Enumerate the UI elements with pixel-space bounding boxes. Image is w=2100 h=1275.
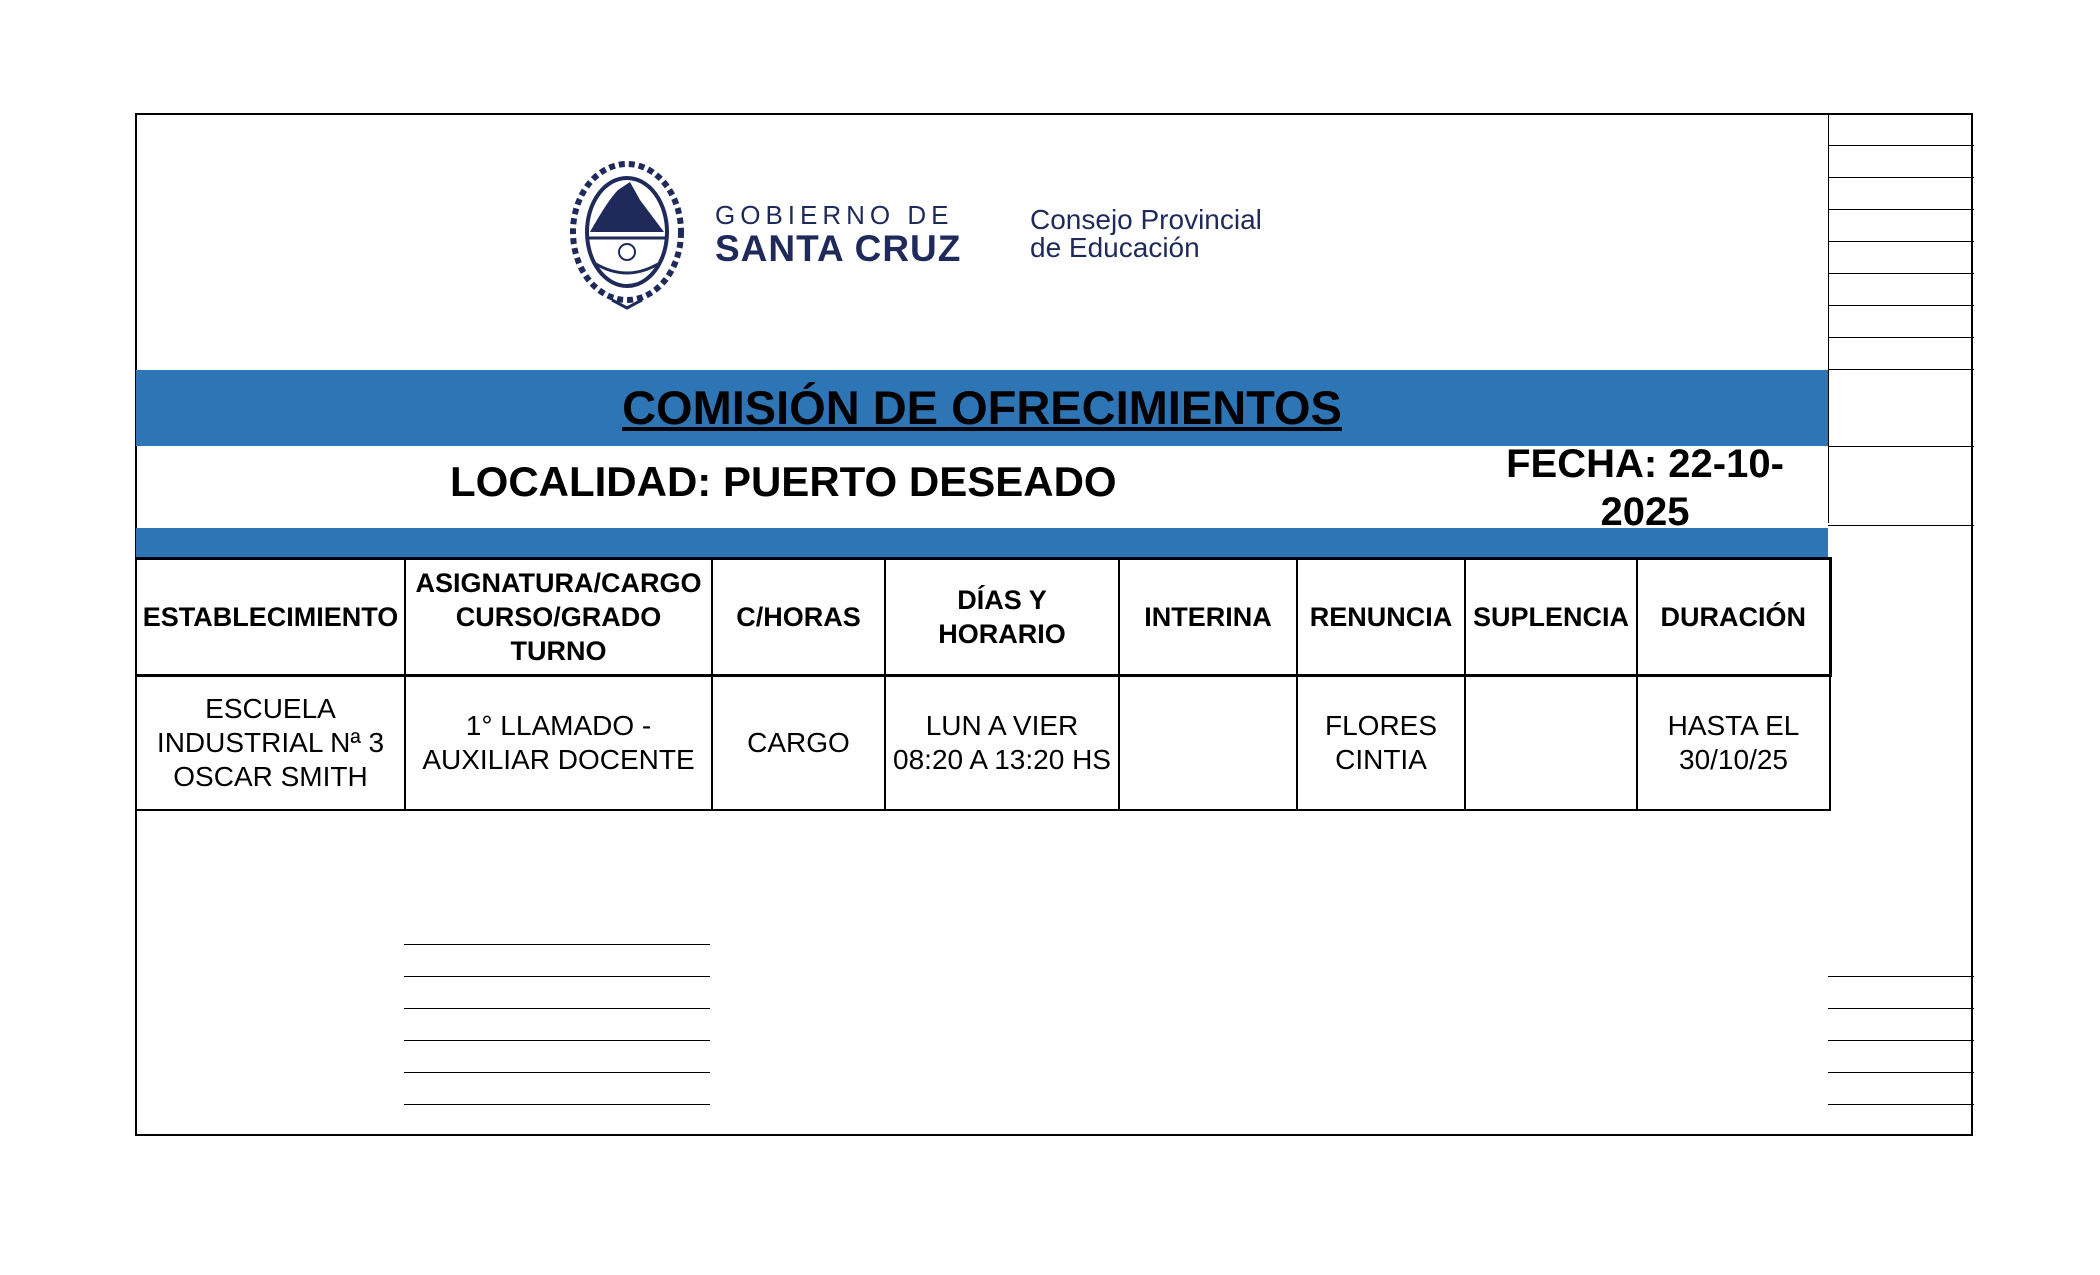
grid-line (1828, 209, 1974, 210)
header-line: RENUNCIA (1309, 602, 1453, 632)
header-dias-horario (885, 559, 1119, 676)
grid-line (1828, 369, 1974, 370)
grid-line (1828, 1072, 1974, 1073)
cell-duracion (1637, 676, 1830, 811)
header-line: DURACIÓN (1660, 602, 1806, 632)
grid-line (1828, 1040, 1974, 1041)
grid-line (1828, 525, 1974, 526)
brand-consejo (1030, 206, 1262, 262)
grid-line (404, 944, 710, 945)
header-renuncia (1297, 559, 1465, 676)
header-line: C/HORAS (736, 602, 861, 632)
ofrecimientos-table (135, 557, 1832, 811)
header-line: ESTABLECIMIENTO (142, 602, 399, 632)
cell-line: FLORES (1324, 710, 1438, 741)
cell-line: 30/10/25 (1679, 744, 1788, 775)
cell-line: CARGO (747, 727, 850, 758)
page-title (136, 370, 1828, 446)
cell-line: LUN A VIER (925, 710, 1079, 741)
header-establecimiento (136, 559, 405, 676)
header-duracion (1637, 559, 1830, 676)
cell-suplencia (1465, 676, 1637, 811)
right-grid-divider (1828, 113, 1829, 523)
cell-line: OSCAR SMITH (173, 761, 368, 792)
header-line: HORARIO (938, 619, 1066, 649)
brand-line-santa-cruz: SANTA CRUZ (715, 228, 962, 269)
cell-line: 1° LLAMADO - (465, 710, 652, 741)
grid-line (1828, 177, 1974, 178)
cell-line: INDUSTRIAL Nª 3 (156, 727, 385, 758)
header-line: INTERINA (1144, 602, 1272, 632)
localidad-label: LOCALIDAD: PUERTO DESEADO (450, 458, 1117, 505)
grid-line (1828, 305, 1974, 306)
grid-line (404, 1040, 710, 1041)
grid-line (1828, 241, 1974, 242)
fecha-line-2: 2025 (1600, 490, 1690, 534)
header-line: DÍAS Y (957, 585, 1047, 615)
cell-asignatura-cargo (405, 676, 712, 811)
table-header-row (136, 559, 1830, 676)
brand-line-gobierno: GOBIERNO DE (715, 200, 954, 230)
header-line: CURSO/GRADO (455, 602, 662, 632)
grid-line (404, 1072, 710, 1073)
header-interina (1119, 559, 1297, 676)
grid-line (1828, 1008, 1974, 1009)
grid-line (1828, 976, 1974, 977)
santa-cruz-crest-icon (568, 160, 686, 312)
grid-line (404, 1104, 710, 1105)
cell-renuncia (1297, 676, 1465, 811)
grid-line (1828, 1104, 1974, 1105)
grid-line (404, 976, 710, 977)
header-line: SUPLENCIA (1472, 602, 1629, 632)
cell-line: HASTA EL (1667, 710, 1800, 741)
table-row (136, 676, 1830, 811)
brand-line-educacion: de Educación (1030, 232, 1200, 263)
header-c-horas (712, 559, 885, 676)
fecha-line-1: FECHA: 22-10- (1506, 442, 1784, 486)
grid-line (404, 1008, 710, 1009)
brand-line-consejo: Consejo Provincial (1030, 204, 1262, 235)
header-line: ASIGNATURA/CARGO (415, 568, 702, 598)
cell-line: CINTIA (1335, 744, 1427, 775)
grid-line (1828, 446, 1974, 447)
cell-dias-horario (885, 676, 1119, 811)
cell-c-horas (712, 676, 885, 811)
cell-interina (1119, 676, 1297, 811)
page-title-text: COMISIÓN DE OFRECIMIENTOS (622, 381, 1342, 434)
cell-line: ESCUELA (205, 693, 336, 724)
grid-line (1828, 337, 1974, 338)
header-suplencia (1465, 559, 1637, 676)
cell-establecimiento (136, 676, 405, 811)
header-line: TURNO (510, 636, 607, 666)
grid-line (1828, 145, 1974, 146)
cell-line: 08:20 A 13:20 HS (893, 744, 1111, 775)
header-asignatura-cargo (405, 559, 712, 676)
cell-line: AUXILIAR DOCENTE (422, 744, 695, 775)
fecha-label (1490, 440, 1800, 536)
grid-line (1828, 273, 1974, 274)
